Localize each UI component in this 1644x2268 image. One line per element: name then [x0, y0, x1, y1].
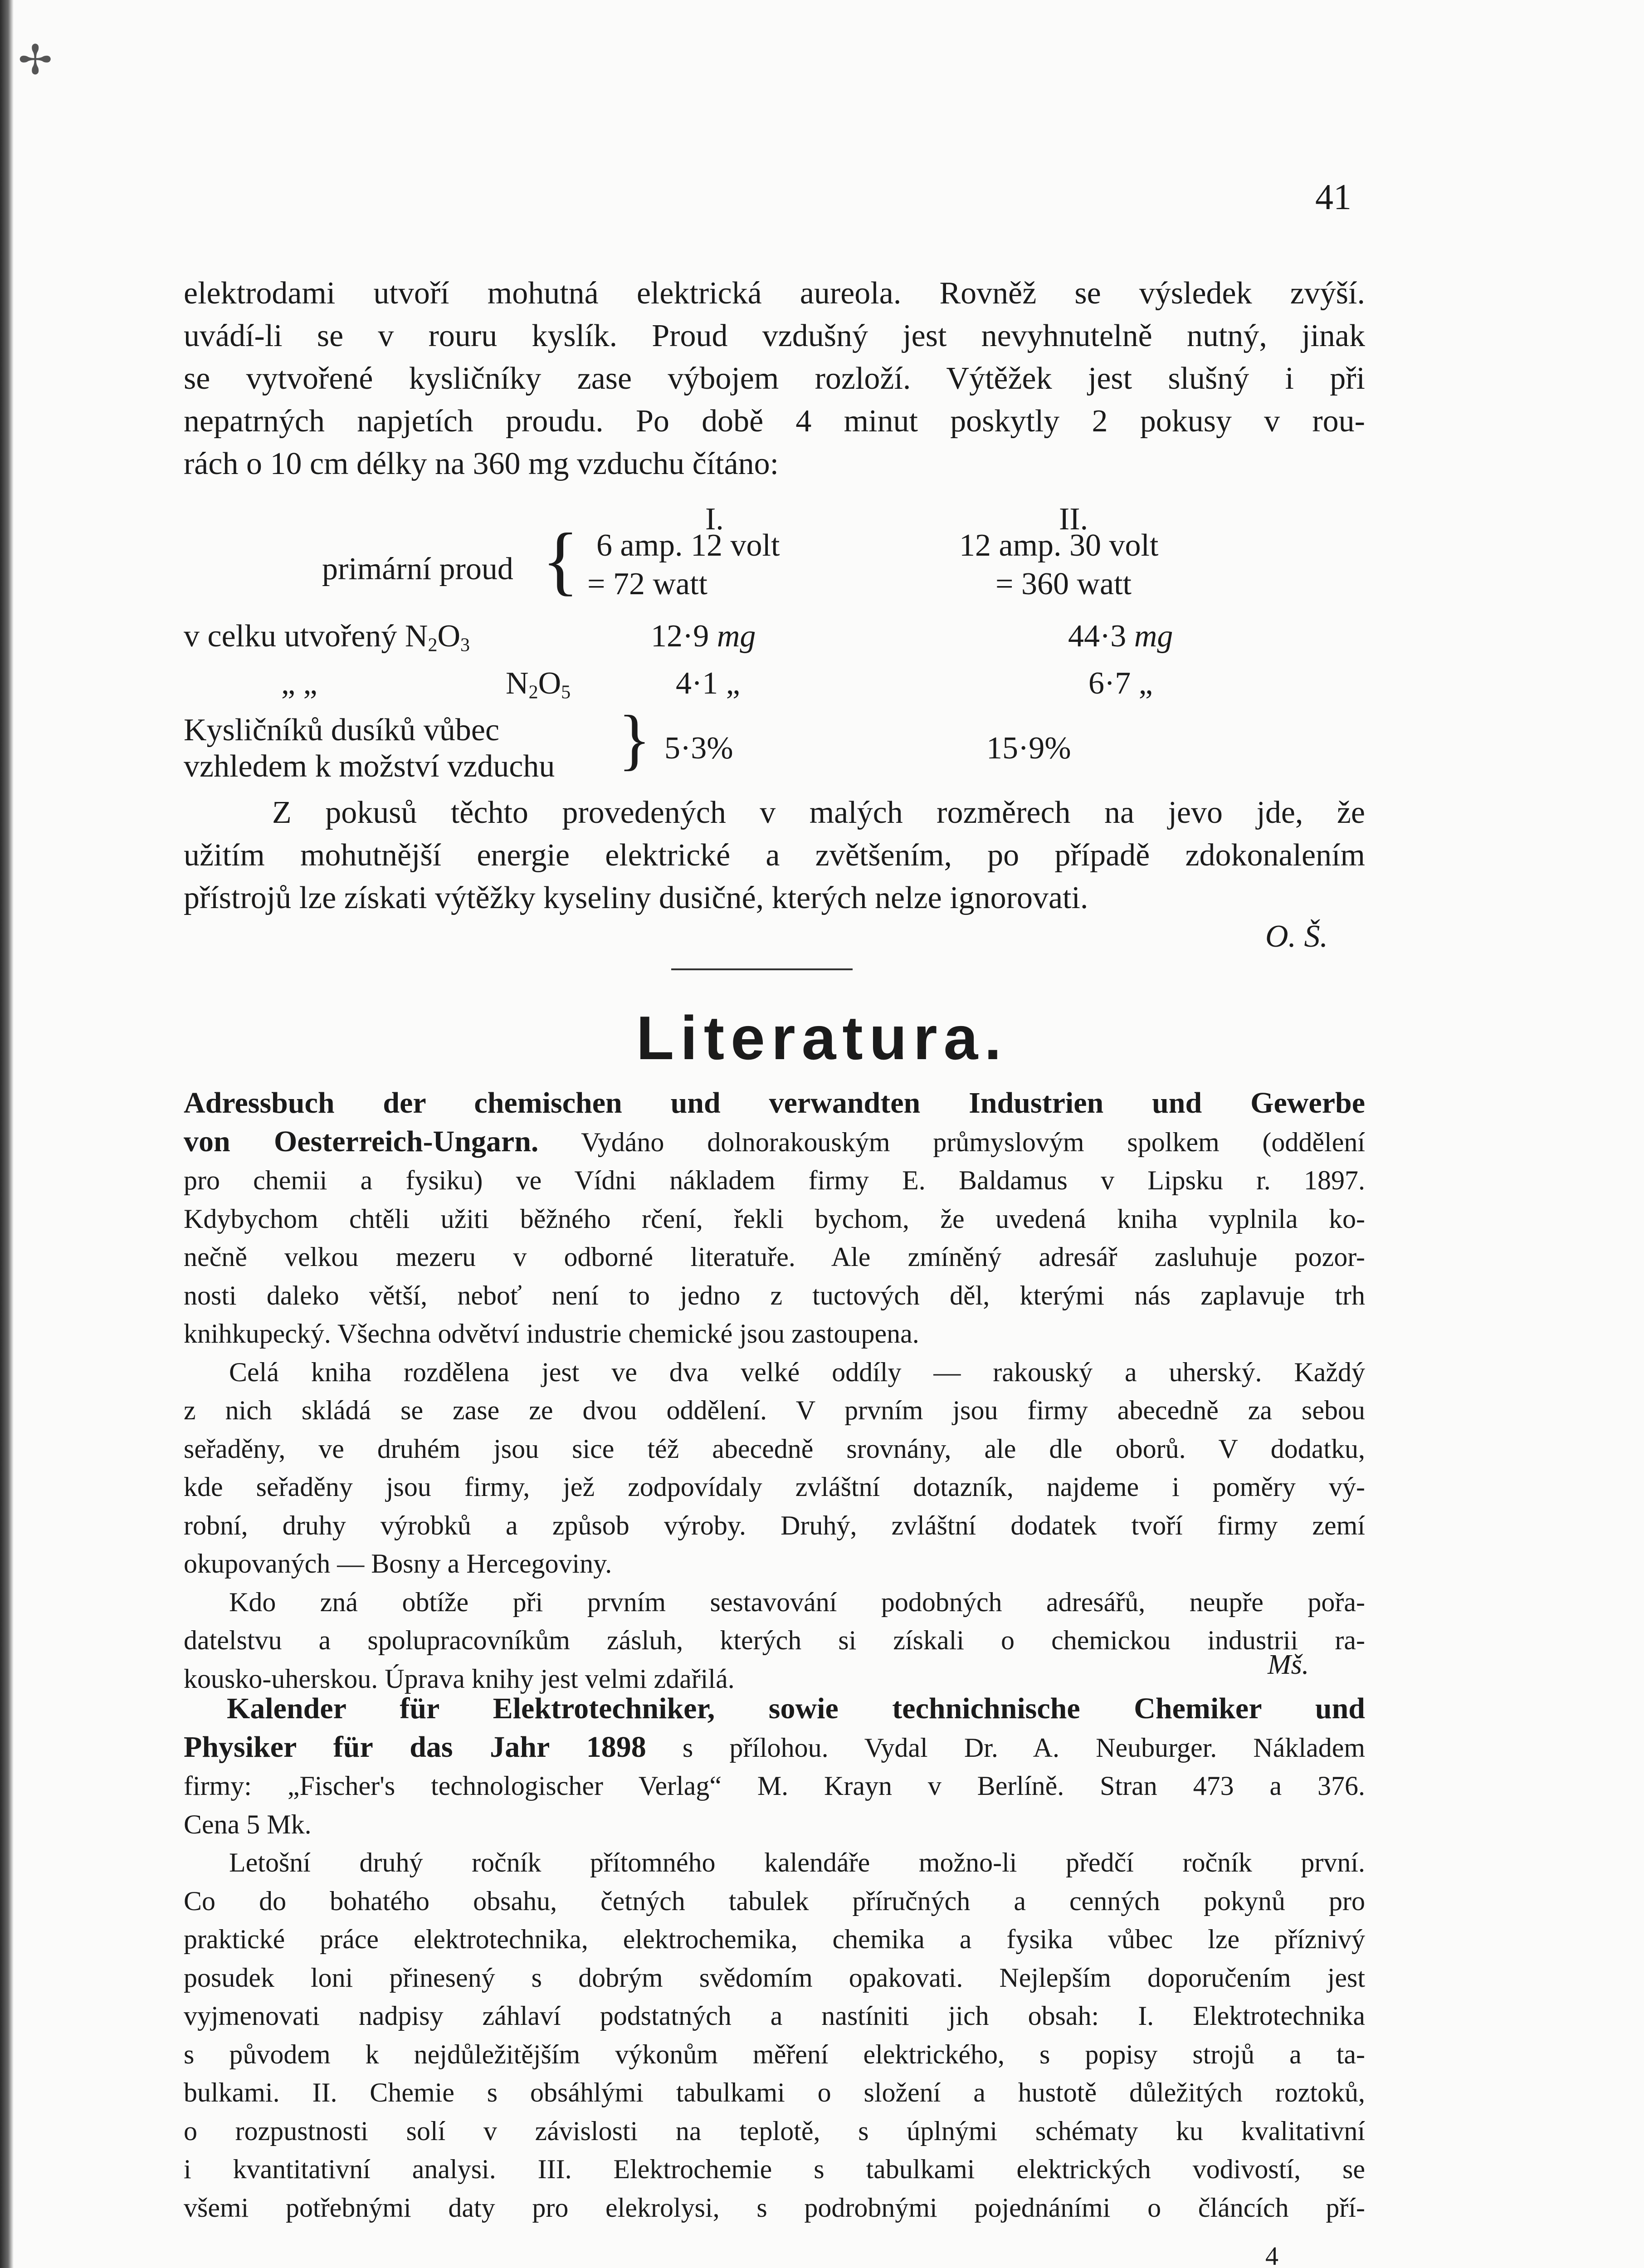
- review-adressbuch: [184, 1084, 1365, 1698]
- row4-col1-value: 5·3%: [664, 731, 733, 766]
- review1-title: Adressbuch der chemischen und verwandten Industrien und Gewerbe: [184, 1086, 1365, 1119]
- intro-line: rách o 10 cm délky na 360 mg vzduchu čítáno:: [184, 446, 779, 481]
- row2-label: v celku utvořený $N_2O_3$: [184, 619, 470, 656]
- review2-line: i kvantitativní analysi. III. Elektrochemie s tabulkami elektrických vodivostí, se: [184, 2154, 1365, 2184]
- row3-col2-value: 6·7 „: [1088, 666, 1153, 701]
- review1-title-line2: von Oesterreich-Ungarn. Vydáno dolnorakouským průmyslovým spolkem (oddělení: [184, 1124, 1366, 1158]
- row3-formula: $N_2O_5$: [506, 666, 571, 703]
- review2-line: posudek loni přinesený s dobrým svědomím opakovati. Nejlepším doporučením jest: [184, 1962, 1365, 1993]
- page-number: 41: [1315, 177, 1351, 217]
- review2-line: vyjmenovati nadpisy záhlaví podstatných a nastíniti jich obsah: I. Elektrotechnika: [184, 2001, 1365, 2031]
- intro-line: uvádí-li se v rouru kyslík. Proud vzdušný jest nevyhnutelně nutný, jinak: [184, 318, 1365, 353]
- review2-line: bulkami. II. Chemie s obsáhlými tabulkami o složení a hustotě důležitých roztoků,: [184, 2077, 1365, 2107]
- row4-label-b: vzhledem k možství vzduchu: [184, 749, 555, 784]
- section-heading: Literatura.: [636, 1003, 1008, 1072]
- intro-line: se vytvořené kysličníky zase výbojem rozloží. Výtěžek jest slušný i při: [184, 361, 1365, 396]
- intro-paragraph: [184, 272, 1365, 485]
- table-header-col1: I.: [705, 502, 724, 537]
- review1-line: Celá kniha rozdělena jest ve dva velké oddíly — rakouský a uherský. Každý: [229, 1357, 1365, 1387]
- row3-col1-value: 4·1 „: [676, 666, 740, 701]
- review1-line: datelstvu a spolupracovníkům zásluh, kterých si získali o chemickou industrii ra-: [184, 1625, 1365, 1655]
- conclusion-paragraph: [184, 792, 1365, 919]
- review2-line: firmy: „Fischer's technologischer Verlag“ M. Krayn v Berlíně. Stran 473 a 376.: [184, 1771, 1365, 1801]
- review2-line: praktické práce elektrotechnika, elektrochemika, chemika a fysika vůbec lze příznivý: [184, 1924, 1365, 1954]
- conclusion-signature: O. Š.: [1265, 919, 1328, 954]
- review1-line: pro chemii a fysiku) ve Vídni nákladem firmy E. Baldamus v Lipsku r. 1897.: [184, 1165, 1365, 1195]
- review2-title: Kalender für Elektrotechniker, sowie technichnische Chemiker und: [227, 1692, 1365, 1725]
- review1-line: kde seřaděny jsou firmy, jež zodpovídaly zvláštní dotazník, najdeme i poměry vý-: [184, 1472, 1365, 1502]
- row1-col1-value-b: = 72 watt: [587, 567, 707, 601]
- row-primary-current-label: primární proud: [322, 552, 513, 587]
- section-divider: [671, 968, 853, 970]
- results-table: [184, 501, 1365, 801]
- review1-line: z nich skládá se zase ze dvou oddělení. V prvním jsou firmy abecedně za sebou: [184, 1395, 1365, 1425]
- row2-col1-value: 12·9 mg: [651, 619, 756, 654]
- review2-line: Letošní druhý ročník přítomného kalendáře možno-li předčí ročník první.: [229, 1848, 1365, 1877]
- review1-line: okupovaných — Bosny a Hercegoviny.: [184, 1549, 612, 1579]
- row4-label-a: Kysličníků dusíků vůbec: [184, 713, 500, 748]
- review-kalender: [184, 1690, 1365, 2227]
- review1-line: Kdo zná obtíže při prvním sestavování podobných adresářů, neupře pořa-: [229, 1587, 1365, 1617]
- conclusion-line: užitím mohutnější energie elektrické a zvětšením, po případě zdokonalením: [184, 838, 1365, 873]
- review1-line: nosti daleko větší, neboť není to jedno z tuctových děl, kterými nás zaplavuje trh: [184, 1280, 1365, 1310]
- conclusion-line: Z pokusů těchto provedených v malých rozměrech na jevo jde, že: [272, 795, 1365, 830]
- intro-line: nepatrných napjetích proudu. Po době 4 minut poskytly 2 pokusy v rou-: [184, 404, 1365, 439]
- review2-line: Cena 5 Mk.: [184, 1809, 312, 1839]
- row1-col2-value-a: 12 amp. 30 volt: [959, 528, 1159, 563]
- brace-icon: {: [542, 518, 579, 603]
- intro-line: elektrodami utvoří mohutná elektrická aureola. Rovněž se výsledek zvýší.: [184, 276, 1365, 311]
- row4-col2-value: 15·9%: [986, 731, 1071, 766]
- review2-line: o rozpustnosti solí v závislosti na teplotě, s úplnými schématy ku kvalitativní: [184, 2116, 1365, 2146]
- review1-line: robní, druhy výrobků a způsob výroby. Druhý, zvláštní dodatek tvoří firmy zemí: [184, 1510, 1365, 1540]
- review1-line: seřaděny, ve druhém jsou sice též abecedně srovnány, ale dle oborů. V dodatku,: [184, 1433, 1365, 1464]
- review2-title-line2: Physiker für das Jahr 1898 s přílohou. Vydal Dr. A. Neuburger. Nákladem: [184, 1730, 1365, 1764]
- review1-signature: Mš.: [1268, 1649, 1309, 1680]
- row2-col2-value: 44·3 mg: [1068, 619, 1173, 654]
- review1-line: nečně velkou mezeru v odborné literatuře. Ale zmíněný adresář zasluhuje pozor-: [184, 1242, 1365, 1272]
- table-header-col2: II.: [1059, 502, 1088, 537]
- conclusion-line: přístrojů lze získati výtěžky kyseliny dusičné, kterých nelze ignorovati.: [184, 880, 1088, 915]
- row3-ditto-marks: „ „: [281, 666, 317, 701]
- brace-close-icon: }: [618, 702, 651, 777]
- row1-col2-value-b: = 360 watt: [995, 567, 1132, 601]
- row1-col1-value-a: 6 amp. 12 volt: [596, 528, 780, 563]
- scan-edge-shadow: [0, 0, 14, 2268]
- review1-line: Kdybychom chtěli užiti běžného rčení, řekli bychom, že uvedená kniha vyplnila ko-: [184, 1203, 1365, 1234]
- review2-line: všemi potřebnými daty pro elekrolysi, s podrobnými pojednáními o článcích pří-: [184, 2192, 1365, 2223]
- scan-mark-icon: ✢: [18, 38, 53, 83]
- review1-line: knihkupecký. Všechna odvětví industrie chemické jsou zastoupena.: [184, 1319, 919, 1349]
- signature-mark: 4: [1265, 2241, 1278, 2268]
- review1-line: kousko-uherskou. Úprava knihy jest velmi zdařilá.: [184, 1663, 735, 1694]
- review2-line: s původem k nejdůležitějším výkonům měření elektrického, s popisy strojů a ta-: [184, 2039, 1365, 2069]
- review2-line: Co do bohatého obsahu, četných tabulek příručných a cenných pokynů pro: [184, 1886, 1365, 1916]
